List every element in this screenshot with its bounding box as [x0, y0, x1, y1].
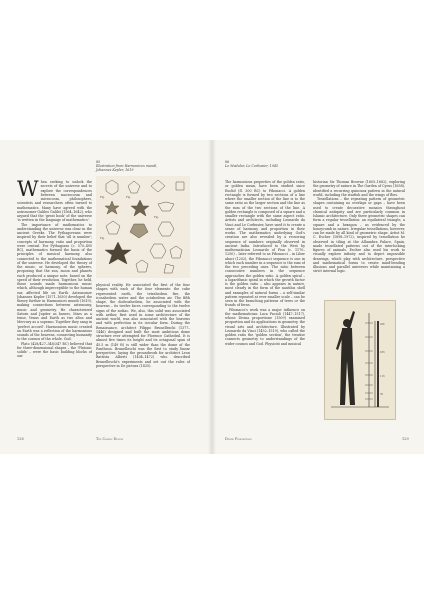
left-col1-para-2: The importance of mathematics to understanding the universe was clear in the ancient Greeks. The Pythagoreans were inspired by their belief that 'all is number'; concepts of harmony, ratio and proportion were central. For Pythagoras (c. 570–495 BC), mathematics formed the basis of the principles of musical harmony, also connected to the mathematical foundations of the universe. He developed the theory of the music, or harmony, of the spheres, proposing that the sun, moon and planets each produced a unique note, based on the speed of their revolution. Together, he held, these sounds made harmonious music which, although imperceptible to the human ear, affected life on Earth. Astronomer Johannes Kepler (1571–1630) developed the theory further in Harmonices mundi (1619), making connections between astronomy, music and geometry. He characterized Saturn and Jupiter as basses, Mars as a tenor, Venus and Earth as two altos and Mercury as a soprano. Together they sang in 'perfect accord'. Harmonious music created on Earth was a reflection of the harmonious sounds of the heavens, connecting humanity to the cosmos of the whole. God. [17, 222, 92, 342]
svg-text:226: 226 [380, 323, 385, 326]
svg-text:Fig.: Fig. [100, 237, 105, 240]
svg-text:Fig.: Fig. [154, 216, 159, 219]
svg-text:183: 183 [380, 351, 385, 354]
right-col1-para-1: The harmonious properties of the golden ratio, or golden mean, have been studied since Euclid (fl. 300 BC) to Fibonacci. A golden rectangle is formed by two sections of a line where the smaller section of the line is to the same ratio as the larger section and the line as the sum of the two sections of the line. A golden rectangle is composed of a square and a smaller rectangle with the same aspect ratio. Artists and architects, including Leonardo da Vinci and Le Corbusier, have used it to create a sense of harmony and proportion in their works. The mathematics underlying God's creation are also revealed by a recurring sequence of numbers originally observed in ancient India. Introduced to the West by mathematician Leonardo of Pisa (c. 1170–1250) – later referred to as Fibonacci – in Liber abaci (1202), the Fibonacci sequence is one in which each number in a sequence is the sum of the two preceding ones. The ratio between consecutive numbers in the sequence approaches the golden ratio. A golden spiral – a logarithmic spiral in which the growth factor is the golden ratio – also appears in nature, most clearly in the form of the nautilus shell and examples of natural forms – a self-similar pattern repeated at ever smaller scale – can be seen in the branching patterns of trees or the fronds of ferns. [225, 180, 305, 308]
right-folio: 129 [402, 437, 409, 441]
right-page [212, 140, 424, 454]
book-spread [0, 140, 424, 454]
left-column-1 [17, 180, 92, 432]
le-modulor-illustration [324, 300, 396, 420]
right-column-1 [225, 180, 305, 432]
drop-cap: W [17, 180, 39, 201]
right-column-2 [313, 180, 405, 295]
right-running-head: Divine Proportions [225, 437, 252, 441]
left-running-head: The Cosmic Design [96, 437, 124, 441]
right-figure-caption [225, 160, 285, 168]
left-col1-para-1: hen seeking to unlock the secrets of the universe and to explore the correspondences between macrocosm and microcosm, philosophers, scientists and researchers often turned to mathematics. Many have agreed with the astronomer Galileo Galilei (1564–1642), who argued that the 'great book' of the universe 'is written in the language of mathematics'. [17, 180, 92, 223]
left-caption-number: 85 [96, 160, 101, 164]
right-col1-para-2: Fibonacci's work was a major influence on the mathematician Luca Pacioli (1447–1517), whose Divina proportione (1509) examined proportion and its applications in geometry, the visual arts and architecture. Illustrated by Leonardo da Vinci (1452–1519), who called the golden ratio the 'golden section', the treatise connects geometry to understandings of the wider cosmos and God. Physicist and musical [225, 307, 305, 346]
left-page [0, 140, 212, 454]
svg-text:70: 70 [380, 393, 384, 396]
right-caption-number: 86 [225, 160, 230, 164]
right-caption-text: Le Modulor, Le Corbusier, 1945 [225, 164, 279, 169]
left-col1-para-3: Plato (428/427–348/347 BC) believed that for three-dimensional shapes – the 'Platonic solids' – were the basic building blocks of our [17, 341, 92, 359]
left-caption-text: Illustration from Harmonices mundi, Johannes Kepler, 1619 [96, 164, 158, 173]
right-col2-para-2: Tessellations – the repeating pattern of geometric shapes containing no overlaps or gaps – have been used to create decorative mosaics throughout classical antiquity and are particularly common in Islamic architecture. Only three geometric shapes can form a regular tessellation: an equilateral triangle, a square and a hexagon – as evidenced by the honeycomb in nature. Irregular tessellations, however, can be made by all kind of geometric shape. Artist M. C. Escher (1898–1972), inspired by tessellation he observed in tiling at the Alhambra Palace, Spain, made tessellated patterns out of the interlocking figures of animals. Escher also used his work to visually explore infinity and to depict impossible drawings, which play with architecture, perspective and mathematical forms to create mind-bending illusions and parallel universes while maintaining a strict internal logic. [313, 197, 405, 274]
left-column-2 [96, 283, 190, 433]
svg-text:Fig.: Fig. [100, 196, 105, 199]
left-folio: 128 [17, 437, 24, 441]
left-col2-para-1: physical reality. He associated the first of the four shapes with each of the four elements: the cube represented earth, the tetrahedron fire, the icosahedron water and the octahedron air. The fifth shape, the dodecahedron, he associated with the heavens – its twelve faces corresponding to the twelve signs of the zodiac. We, also, this solid was associated with aether, first used in some architecture of the ancient world, was also associated with the heavens and with perfection in its circular form. During the Renaissance, architect Filippo Brunelleschi (1377–1446) designed and built the most ambitious dome structure ever attempted for Florence Cathedral. It is almost five times its height and its octagonal span of 45.5 m (149 ft) is still wider than the dome of the Pantheon. Brunelleschi was the first to study linear perspective, laying the groundwork for architect Leon Battista Alberti (1404–1472) who described Brunelleschi's experiments and set out the rules of perspective in De pictura (1435). [96, 283, 190, 368]
left-figure-caption [96, 160, 166, 172]
svg-text:Fig.: Fig. [126, 196, 131, 199]
svg-text:113: 113 [380, 375, 385, 378]
right-col2-para-1: historian Sir Thomas Browne (1605–1682), exploring the geometry of nature in The Garden of Cyrus (1658), identified a recurring quincunx pattern in the natural world, including the starfish and the wings of flies. [313, 180, 405, 197]
kepler-harmonices-illustration [96, 176, 190, 278]
